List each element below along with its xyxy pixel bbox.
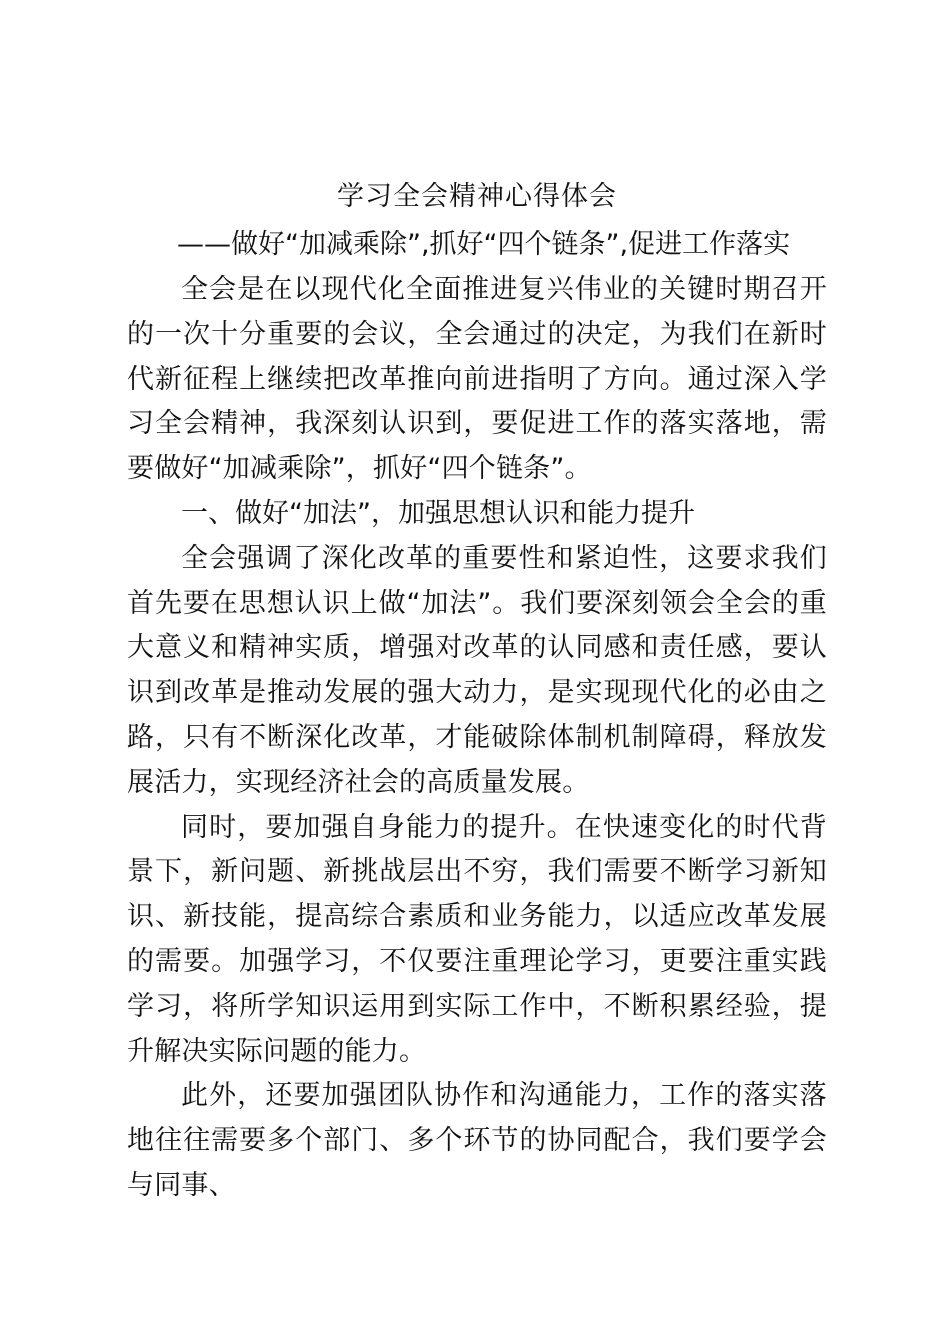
document-body (127, 268, 827, 1209)
section-heading-1: 一、做好“加法”，加强思想认识和能力提升 (181, 497, 695, 529)
document-subtitle: ——做好“加减乘除”,抓好“四个链条”,促进工作落实 (177, 229, 791, 260)
paragraph-section1-2: 同时，要加强自身能力的提升。在快速变化的时代背景下，新问题、新挑战层出不穷，我们需要不断学习新知识、新技能，提高综合素质和业务能力，以适应改革发展的需要。加强学习，不仅要注重理论学习，更要注重实践学习，将所学知识运用到实际工作中，不断积累经验，提升解决实际问题的能力。 (127, 811, 827, 1067)
paragraph-intro: 全会是在以现代化全面推进复兴伟业的关键时期召开的一次十分重要的会议，全会通过的决定，为我们在新时代新征程上继续把改革推向前进指明了方向。通过深入学习全会精神，我深刻认识到，要促进工作的落实落地，需要做好“加减乘除”，抓好“四个链条”。 (127, 274, 827, 485)
paragraph-section1-3: 此外，还要加强团队协作和沟通能力，工作的落实落地往往需要多个部门、多个环节的协同配合，我们要学会与同事、 (127, 1080, 827, 1201)
paragraph-section1-1: 全会强调了深化改革的重要性和紧迫性，这要求我们首先要在思想认识上做“加法”。我们要深刻领会全会的重大意义和精神实质，增强对改革的认同感和责任感，要认识到改革是推动发展的强大动力，是实现现代化的必由之路，只有不断深化改革，才能破除体制机制障碍，释放发展活力，实现经济社会的高质量发展。 (127, 542, 827, 798)
document-title: 学习全会精神心得体会 (337, 181, 617, 212)
